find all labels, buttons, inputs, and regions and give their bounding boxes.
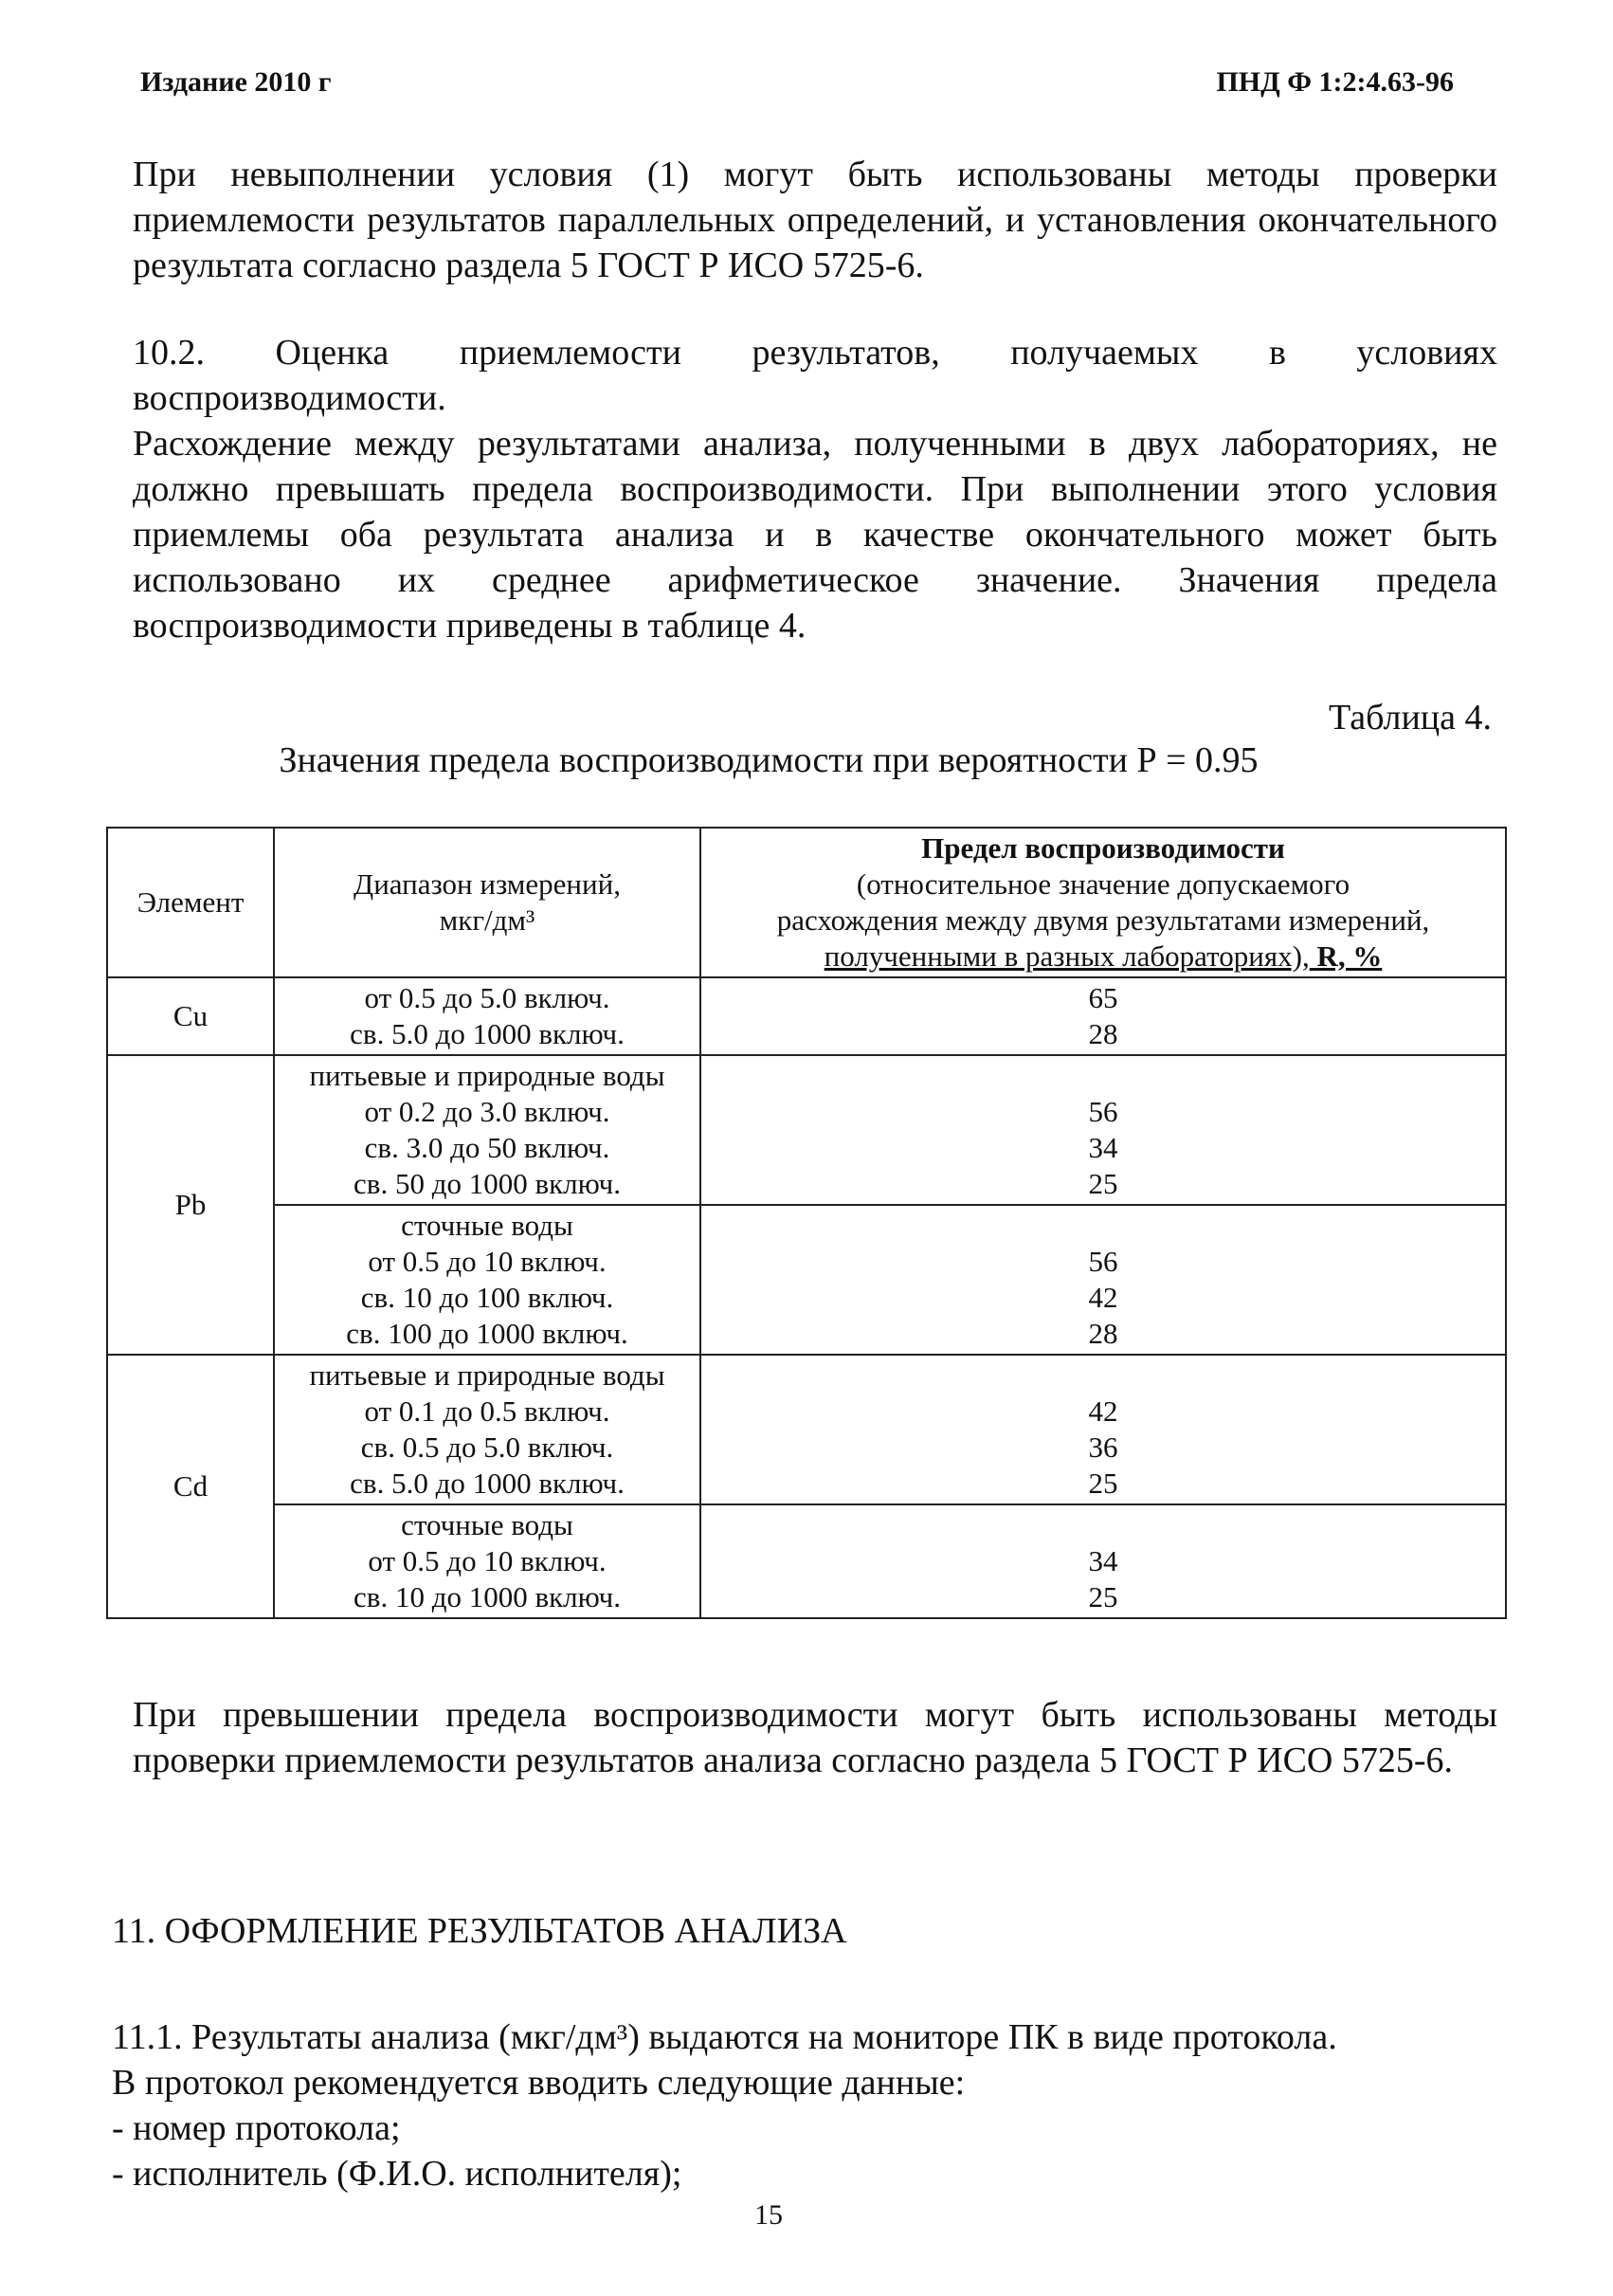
paragraph-condition (133, 152, 1497, 288)
limit-value: 25 (1088, 1467, 1118, 1500)
list-item: - исполнитель (Ф.И.О. исполнителя); (112, 2154, 682, 2194)
range-text: от 0.5 до 10 включ. (368, 1544, 607, 1577)
cell-values-pb-1 (700, 1055, 1506, 1205)
cell-ranges-pb-2 (274, 1205, 700, 1355)
limit-value: 42 (1088, 1394, 1118, 1428)
water-type-label: сточные воды (401, 1209, 573, 1242)
page-number: 15 (754, 2199, 783, 2231)
section-10-2 (133, 330, 1497, 648)
range-text: от 0.1 до 0.5 включ. (364, 1394, 610, 1428)
limit-value: 65 (1088, 981, 1118, 1014)
limit-value: 28 (1088, 1017, 1118, 1050)
cell-element-pb: Pb (107, 1055, 274, 1355)
paragraph-text: При превышении предела воспроизводимости могут быть использованы методы проверки приемлемости результатов анализа согласно раздела 5 ГОСТ Р ИСО 5725-6. (133, 1695, 1497, 1780)
water-type-label: питьевые и природные воды (309, 1358, 665, 1392)
cell-values-cd-1 (700, 1355, 1506, 1504)
header-range-line: Диапазон измерений, (353, 867, 621, 901)
section-11-title: 11. ОФОРМЛЕНИЕ РЕЗУЛЬТАТОВ АНАЛИЗА (112, 1911, 847, 1951)
limit-value: 36 (1088, 1430, 1118, 1464)
header-limit-last-line (705, 938, 1501, 975)
paragraph-exceed (133, 1692, 1497, 1783)
cell-element-cu: Cu (107, 977, 274, 1055)
header-limit-line: расхождения между двумя результатами измерений, (776, 903, 1430, 937)
range-text: от 0.2 до 3.0 включ. (364, 1095, 610, 1128)
water-type-label: сточные воды (401, 1508, 573, 1541)
table-title: Значения предела воспроизводимости при вероятности Р = 0.95 (279, 740, 1259, 780)
limit-value: 34 (1088, 1544, 1118, 1577)
section-10-2-heading-line: воспроизводимости. (133, 378, 446, 418)
limit-value: 34 (1088, 1131, 1118, 1164)
header-limit-symbol: R, % (1316, 939, 1383, 973)
range-text: св. 10 до 100 включ. (360, 1281, 614, 1314)
page-number-wrap (0, 2199, 1613, 2232)
cell-values-cd-2 (700, 1504, 1506, 1618)
range-text: от 0.5 до 5.0 включ. (364, 981, 610, 1014)
section-10-2-heading-line: 10.2. Оценка приемлемости результатов, получаемых в условиях (133, 333, 1497, 373)
reproducibility-table (106, 827, 1507, 1619)
table-title-wrap (0, 739, 1613, 781)
list-item: - номер протокола; (112, 2108, 401, 2148)
header-limit-line: (относительное значение допускаемого (856, 867, 1350, 901)
range-text: от 0.5 до 10 включ. (368, 1245, 607, 1278)
header-limit (700, 828, 1506, 977)
range-text: св. 50 до 1000 включ. (353, 1167, 621, 1200)
header-range (274, 828, 700, 977)
section-11-1-line: 11.1. Результаты анализа (мкг/дм³) выдаются на мониторе ПК в виде протокола. (112, 2017, 1337, 2057)
header-limit-last-text: полученными в разных лабораториях), (824, 939, 1310, 973)
table-number: Таблица 4. (1328, 698, 1492, 738)
range-text: св. 0.5 до 5.0 включ. (360, 1430, 614, 1464)
header-range-unit: мкг/дм³ (439, 903, 535, 937)
limit-value: 25 (1088, 1580, 1118, 1613)
range-text: св. 5.0 до 1000 включ. (350, 1467, 625, 1500)
section-11-1-line: В протокол рекомендуется вводить следующие данные: (112, 2063, 966, 2103)
table-row-pb-1 (107, 1055, 1506, 1205)
cell-ranges-cd-2 (274, 1504, 700, 1618)
header-limit-title: Предел воспроизводимости (921, 831, 1285, 865)
limit-value: 25 (1088, 1167, 1118, 1200)
range-text: св. 10 до 1000 включ. (353, 1580, 621, 1613)
cell-ranges-pb-1 (274, 1055, 700, 1205)
edition-label: Издание 2010 г (140, 66, 332, 98)
cell-values-cu (700, 977, 1506, 1055)
paragraph-text: При невыполнении условия (1) могут быть использованы методы проверки приемлемости результатов параллельных определений, и установления окончательного результата согласно раздела 5 ГОСТ Р ИСО 5725-6. (133, 155, 1497, 285)
table-row-pb-2 (107, 1205, 1506, 1355)
header-element: Элемент (107, 828, 274, 977)
table-row-cd-1 (107, 1355, 1506, 1504)
range-text: св. 100 до 1000 включ. (346, 1317, 628, 1350)
water-type-label: питьевые и природные воды (309, 1059, 665, 1092)
limit-value: 28 (1088, 1317, 1118, 1350)
range-text: св. 5.0 до 1000 включ. (350, 1017, 625, 1050)
cell-element-cd: Cd (107, 1355, 274, 1618)
cell-ranges-cu (274, 977, 700, 1055)
table-row-cu (107, 977, 1506, 1055)
section-11-1 (112, 2014, 1495, 2196)
range-text: св. 3.0 до 50 включ. (364, 1131, 610, 1164)
cell-ranges-cd-1 (274, 1355, 700, 1504)
table-header-row (107, 828, 1506, 977)
limit-value: 56 (1088, 1095, 1118, 1128)
cell-values-pb-2 (700, 1205, 1506, 1355)
table-row-cd-2 (107, 1504, 1506, 1618)
limit-value: 56 (1088, 1245, 1118, 1278)
limit-value: 42 (1088, 1281, 1118, 1314)
document-code: ПНД Ф 1:2:4.63-96 (1216, 66, 1454, 98)
section-10-2-body: Расхождение между результатами анализа, полученными в двух лабораториях, не должно превышать предела воспроизводимости. При выполнении этого условия приемлемы оба результата анализа и в качестве окончательного может быть использовано их среднее арифметическое значение. Значения предела воспроизводимости приведены в таблице 4. (133, 424, 1497, 646)
